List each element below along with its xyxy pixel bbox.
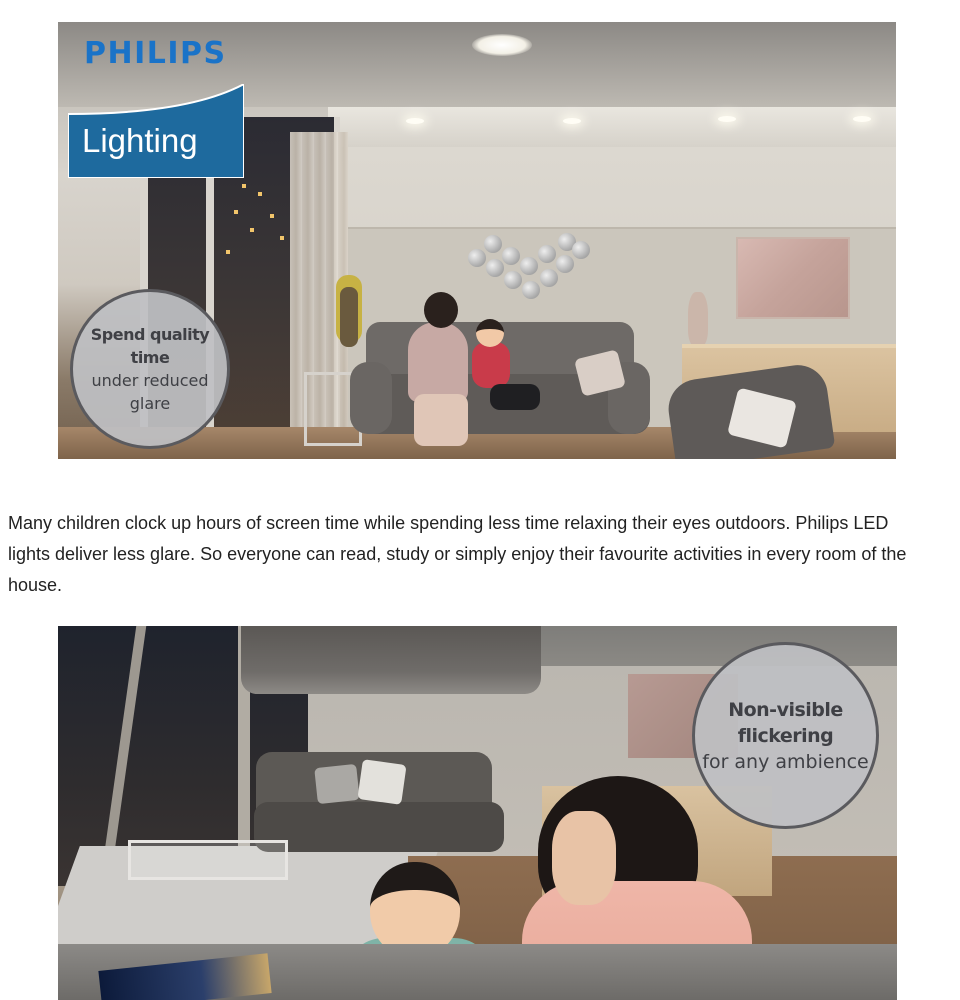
mother-face (552, 811, 616, 905)
sofa-seat (254, 802, 504, 852)
badge-subtitle: glare (129, 394, 171, 413)
mother-figure (408, 322, 468, 402)
child-legs (490, 384, 540, 410)
lighting-logo-block (68, 84, 244, 178)
badge-title: flickering (737, 724, 834, 747)
downlight (563, 118, 581, 124)
downlight (406, 118, 424, 124)
pendant-lamp (241, 626, 541, 694)
wall-art (736, 237, 850, 319)
description-paragraph: Many children clock up hours of screen time while spending less time relaxing their eyes outdoors. Philips LED lights deliver less glare. So everyone can read, study or simply enjoy their favourite activities in every room of the house. (8, 513, 907, 595)
badge-title: time (130, 348, 170, 367)
child-head (476, 319, 504, 347)
mother-legs (414, 394, 468, 446)
wall-decoration (468, 227, 588, 305)
badge-subtitle: for any ambience (702, 750, 869, 773)
mother-head (424, 292, 458, 328)
badge-title: Non-visible (728, 698, 843, 721)
ceiling-cove (328, 107, 896, 147)
lighting-logo-text: Lighting (82, 122, 198, 159)
ceiling-light (472, 34, 532, 56)
pillow (357, 759, 406, 805)
vase (688, 292, 708, 346)
badge-title: Spend quality (90, 325, 210, 344)
sofa-arm (350, 362, 392, 434)
plant (340, 287, 358, 347)
child-figure (472, 342, 510, 388)
philips-logo: PHILIPS (84, 36, 227, 71)
downlight (718, 116, 736, 122)
badge-subtitle: under reduced (91, 371, 209, 390)
feature-badge-reduced-glare (70, 289, 230, 449)
downlight (853, 116, 871, 122)
coffee-table (128, 840, 288, 880)
feature-badge-non-visible-flicker (692, 642, 879, 829)
pillow (314, 764, 360, 804)
